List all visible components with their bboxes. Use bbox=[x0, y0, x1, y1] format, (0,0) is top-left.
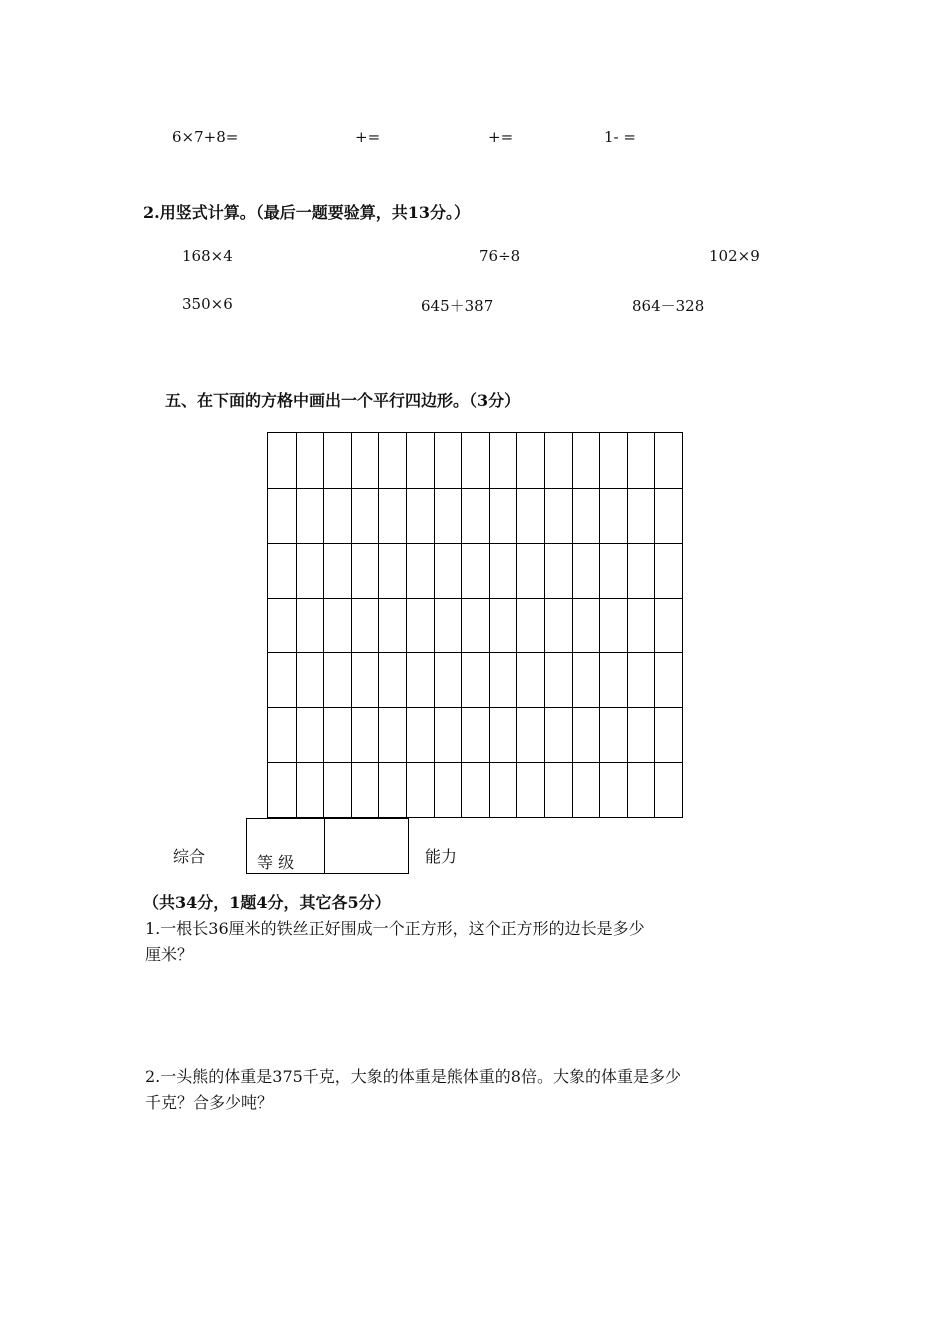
grid-column-line bbox=[654, 433, 655, 817]
grid-column-line bbox=[378, 433, 379, 817]
grid-row-line bbox=[268, 707, 682, 708]
vertical-calc-item: 168×4 bbox=[182, 247, 233, 265]
vertical-calc-item: 645＋387 bbox=[421, 297, 494, 315]
grid-column-line bbox=[516, 433, 517, 817]
grid-row-line bbox=[268, 543, 682, 544]
grid-column-line bbox=[461, 433, 462, 817]
grade-right-label: 能力 bbox=[425, 847, 458, 866]
grid-column-line bbox=[434, 433, 435, 817]
grade-left-label: 综合 bbox=[173, 847, 206, 866]
calc-item-4: 1- = bbox=[604, 128, 636, 146]
question-1-line-2: 厘米？ bbox=[145, 945, 194, 964]
grid-column-line bbox=[323, 433, 324, 817]
question-2-line-2: 千克？合多少吨？ bbox=[145, 1093, 274, 1112]
grid-column-line bbox=[296, 433, 297, 817]
grid-column-line bbox=[627, 433, 628, 817]
grid-row-line bbox=[268, 488, 682, 489]
grid-row-line bbox=[268, 762, 682, 763]
grade-box-label: 等 级 bbox=[257, 853, 295, 872]
grade-box-divider bbox=[324, 819, 325, 873]
grid-row-line bbox=[268, 652, 682, 653]
calc-item-3: += bbox=[488, 128, 514, 146]
vertical-calc-item: 102×9 bbox=[709, 247, 760, 265]
grid-column-line bbox=[406, 433, 407, 817]
grid-column-line bbox=[351, 433, 352, 817]
grade-box bbox=[246, 818, 409, 874]
question-2-line-1: 2.一头熊的体重是375千克，大象的体重是熊体重的8倍。大象的体重是多少 bbox=[145, 1067, 681, 1086]
drawing-grid[interactable] bbox=[267, 432, 683, 818]
ability-subtitle: （共34分，1题4分，其它各5分） bbox=[143, 893, 391, 912]
question-1-line-1: 1.一根长36厘米的铁丝正好围成一个正方形，这个正方形的边长是多少 bbox=[145, 919, 645, 938]
section-five-title: 五、在下面的方格中画出一个平行四边形。（3分） bbox=[165, 391, 521, 410]
grid-column-line bbox=[572, 433, 573, 817]
grid-column-line bbox=[544, 433, 545, 817]
grid-column-line bbox=[599, 433, 600, 817]
grid-row-line bbox=[268, 598, 682, 599]
calc-item-1: 6×7+8= bbox=[172, 128, 239, 146]
vertical-calc-item: 864－328 bbox=[632, 297, 705, 315]
vertical-calc-item: 350×6 bbox=[182, 295, 233, 313]
vertical-calc-item: 76÷8 bbox=[479, 247, 521, 265]
grid-column-line bbox=[489, 433, 490, 817]
vertical-calc-title: 2.用竖式计算。（最后一题要验算，共13分。） bbox=[143, 203, 470, 222]
calc-item-2: += bbox=[355, 128, 381, 146]
